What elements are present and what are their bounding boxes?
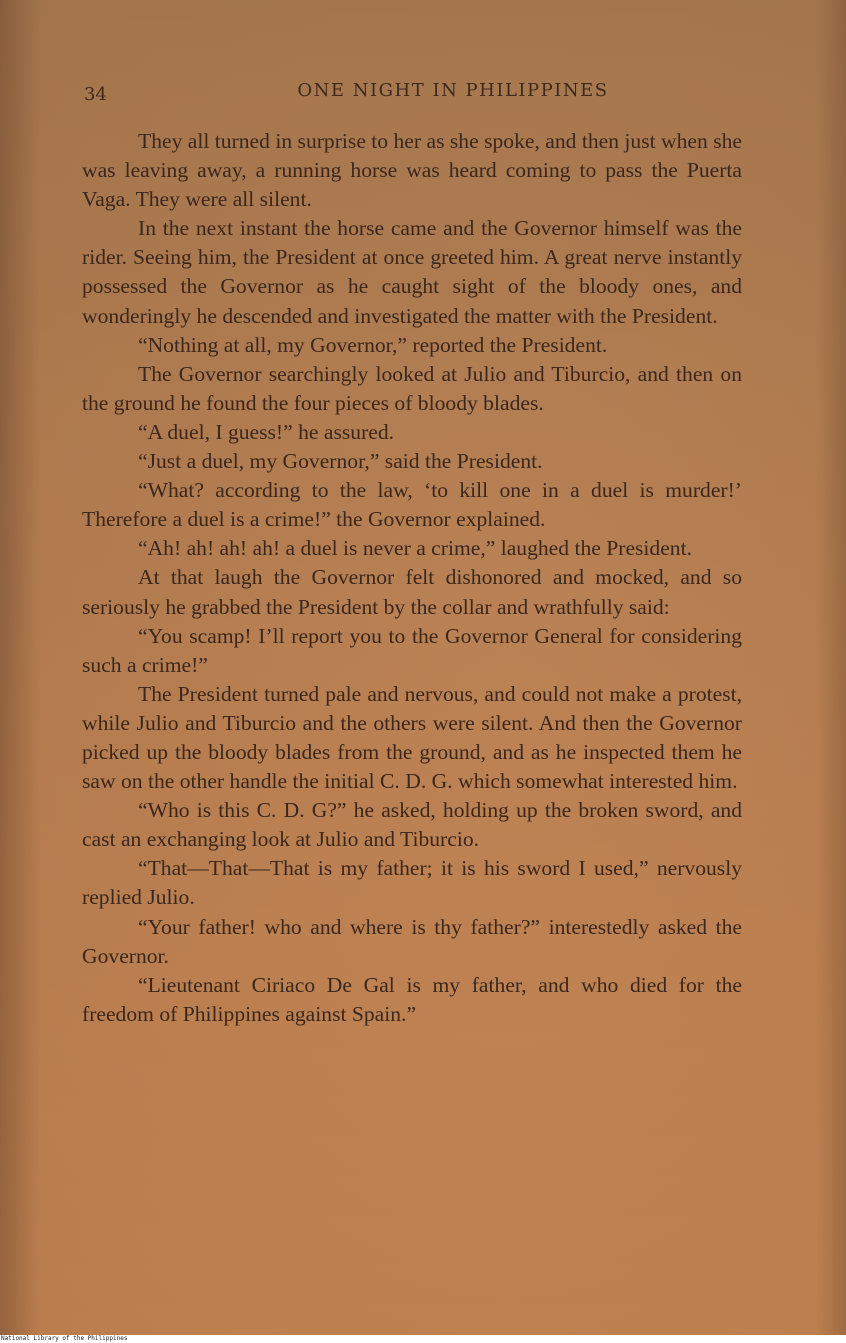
paragraph: “Just a duel, my Governor,” said the President. — [138, 449, 543, 474]
paragraph: “Your father! who and where is thy father?” interestedly asked the Governor. — [82, 914, 742, 968]
paragraph: “What? according to the law, ‘to kill one in a duel is murder!’ Therefore a duel is a crime!” the Governor explained. — [82, 478, 742, 532]
paragraph: “Lieutenant Ciriaco De Gal is my father, and who died for the freedom of Philippines against Spain.” — [82, 972, 742, 1026]
paragraph: “Who is this C. D. G?” he asked, holding up the broken sword, and cast an exchanging look at Julio and Tiburcio. — [82, 798, 742, 852]
paragraph: “That—That—That is my father; it is his sword I used,” nervously replied Julio. — [82, 856, 742, 910]
paragraph: The Governor searchingly looked at Julio and Tiburcio, and then on the ground he found the four pieces of bloody blades. — [82, 361, 742, 415]
paragraph: They all turned in surprise to her as she spoke, and then just when she was leaving away, a running horse was heard coming to pass the Puerta Vaga. They were all silent. — [82, 129, 742, 212]
paragraph: In the next instant the horse came and the Governor himself was the rider. Seeing him, the President at once greeted him. A great nerve instantly possessed the Governor as he caught sight of the bloody ones, and wonderingly he descended and investigated the matter with the President. — [82, 216, 742, 328]
library-credit-footer: National Library of the Philippines — [0, 1335, 846, 1343]
paragraph: “A duel, I guess!” he assured. — [138, 419, 395, 444]
running-title: ONE NIGHT IN PHILIPPINES — [297, 80, 609, 101]
page-body-text — [82, 127, 742, 1029]
paragraph: “Nothing at all, my Governor,” reported the President. — [138, 332, 608, 357]
running-header — [84, 80, 742, 106]
page-number: 34 — [84, 84, 107, 105]
paragraph: At that laugh the Governor felt dishonored and mocked, and so seriously he grabbed the President by the collar and wrathfully said: — [82, 565, 742, 619]
paragraph: “You scamp! I’ll report you to the Governor General for considering such a crime!” — [82, 623, 742, 677]
paragraph: The President turned pale and nervous, and could not make a protest, while Julio and Tiburcio and the others were silent. And then the Governor picked up the bloody blades from the ground, and as he inspected them he saw on the other handle the initial C. D. G. which somewhat interested him. — [82, 681, 742, 794]
paragraph: “Ah! ah! ah! ah! a duel is never a crime,” laughed the President. — [138, 536, 693, 561]
